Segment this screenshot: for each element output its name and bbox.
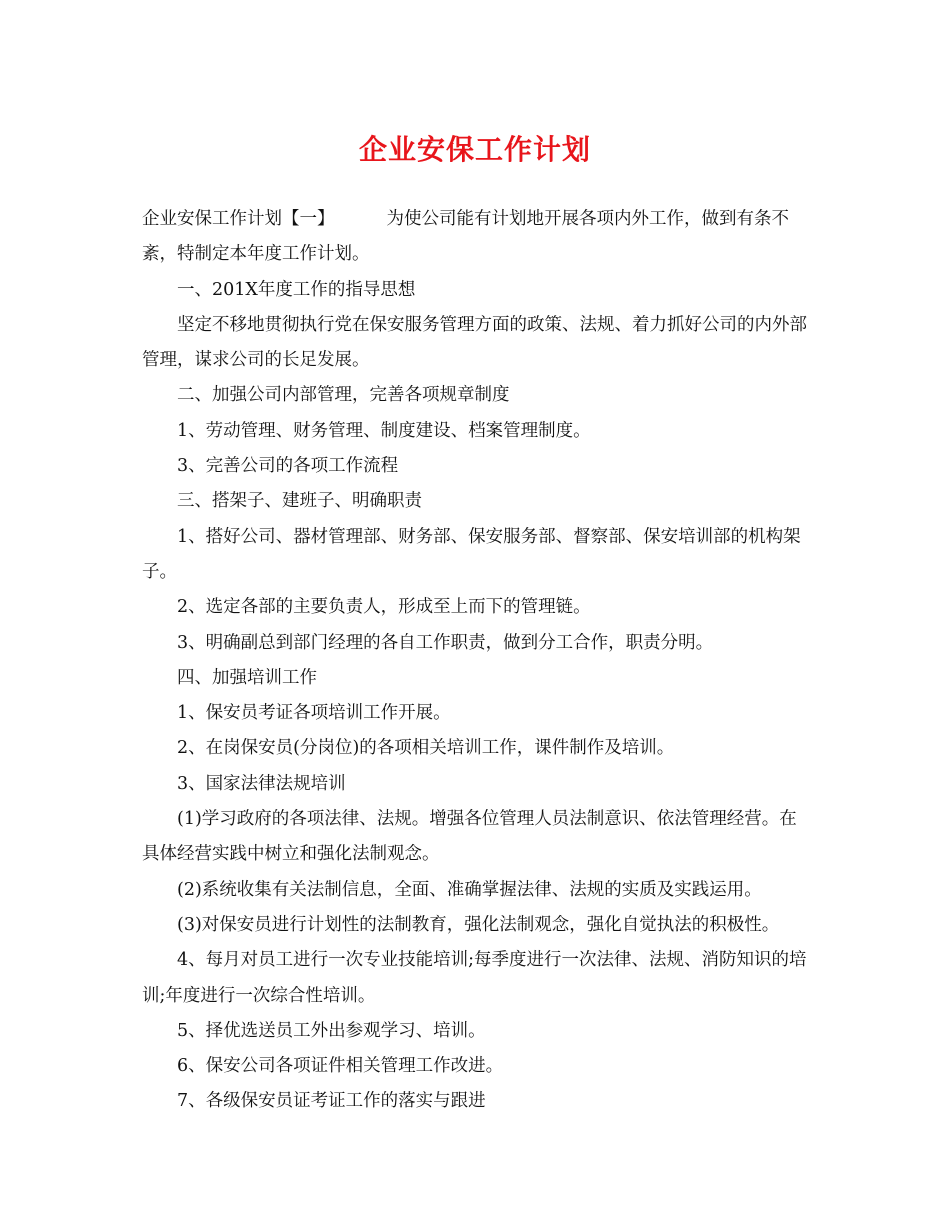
paragraph-16: (3)对保安员进行计划性的法制教育，强化法制观念，强化自觉执法的积极性。 xyxy=(177,914,780,935)
paragraph-12: 2、在岗保安员(分岗位)的各项相关培训工作，课件制作及培训。 xyxy=(177,738,675,759)
paragraph-6: 三、搭架子、建班子、明确职责 xyxy=(177,491,422,512)
intro-text: 为使公司能有计划地开展各项内外工作，做到有条不紊，特制定本年度工作计划。 xyxy=(142,209,789,265)
paragraph-10: 四、加强培训工作 xyxy=(177,667,317,688)
paragraph-20: 7、各级保安员证考证工作的落实与跟进 xyxy=(177,1091,486,1112)
paragraph-2: 坚定不移地贯彻执行党在保安服务管理方面的政策、法规、着力抓好公司的内外部管理，谋求公司的长足发展。 xyxy=(142,314,807,371)
intro-paragraph xyxy=(142,202,810,273)
paragraph-5: 3、完善公司的各项工作流程 xyxy=(177,456,399,477)
paragraph-14: (1)学习政府的各项法律、法规。增强各位管理人员法制意识、依法管理经营。在具体经营实践中树立和强化法制观念。 xyxy=(142,809,797,865)
paragraph-11: 1、保安员考证各项培训工作开展。 xyxy=(177,703,451,724)
paragraph-4: 1、劳动管理、财务管理、制度建设、档案管理制度。 xyxy=(177,420,591,441)
paragraph-13: 3、国家法律法规培训 xyxy=(177,773,346,794)
paragraph-8: 2、选定各部的主要负责人，形成至上而下的管理链。 xyxy=(177,597,591,618)
paragraph-19: 6、保安公司各项证件相关管理工作改进。 xyxy=(177,1056,504,1077)
paragraph-1: 一、201X年度工作的指导思想 xyxy=(177,279,416,300)
paragraph-15: (2)系统收集有关法制信息，全面、准确掌握法律、法规的实质及实践运用。 xyxy=(177,879,762,900)
paragraph-17: 4、每月对员工进行一次专业技能培训;每季度进行一次法律、法规、消防知识的培训;年度进行一次综合性培训。 xyxy=(142,950,807,1006)
paragraph-3: 二、加强公司内部管理，完善各项规章制度 xyxy=(177,385,510,406)
document-title: 企业安保工作计划 xyxy=(358,133,591,166)
document-body xyxy=(142,202,810,1120)
paragraph-9: 3、明确副总到部门经理的各自工作职责，做到分工合作，职责分明。 xyxy=(177,632,714,653)
paragraph-7: 1、搭好公司、器材管理部、财务部、保安服务部、督察部、保安培训部的机构架子。 xyxy=(142,526,801,582)
intro-label: 企业安保工作计划【一】 xyxy=(142,209,335,229)
paragraph-18: 5、择优选送员工外出参观学习、培训。 xyxy=(177,1020,486,1041)
